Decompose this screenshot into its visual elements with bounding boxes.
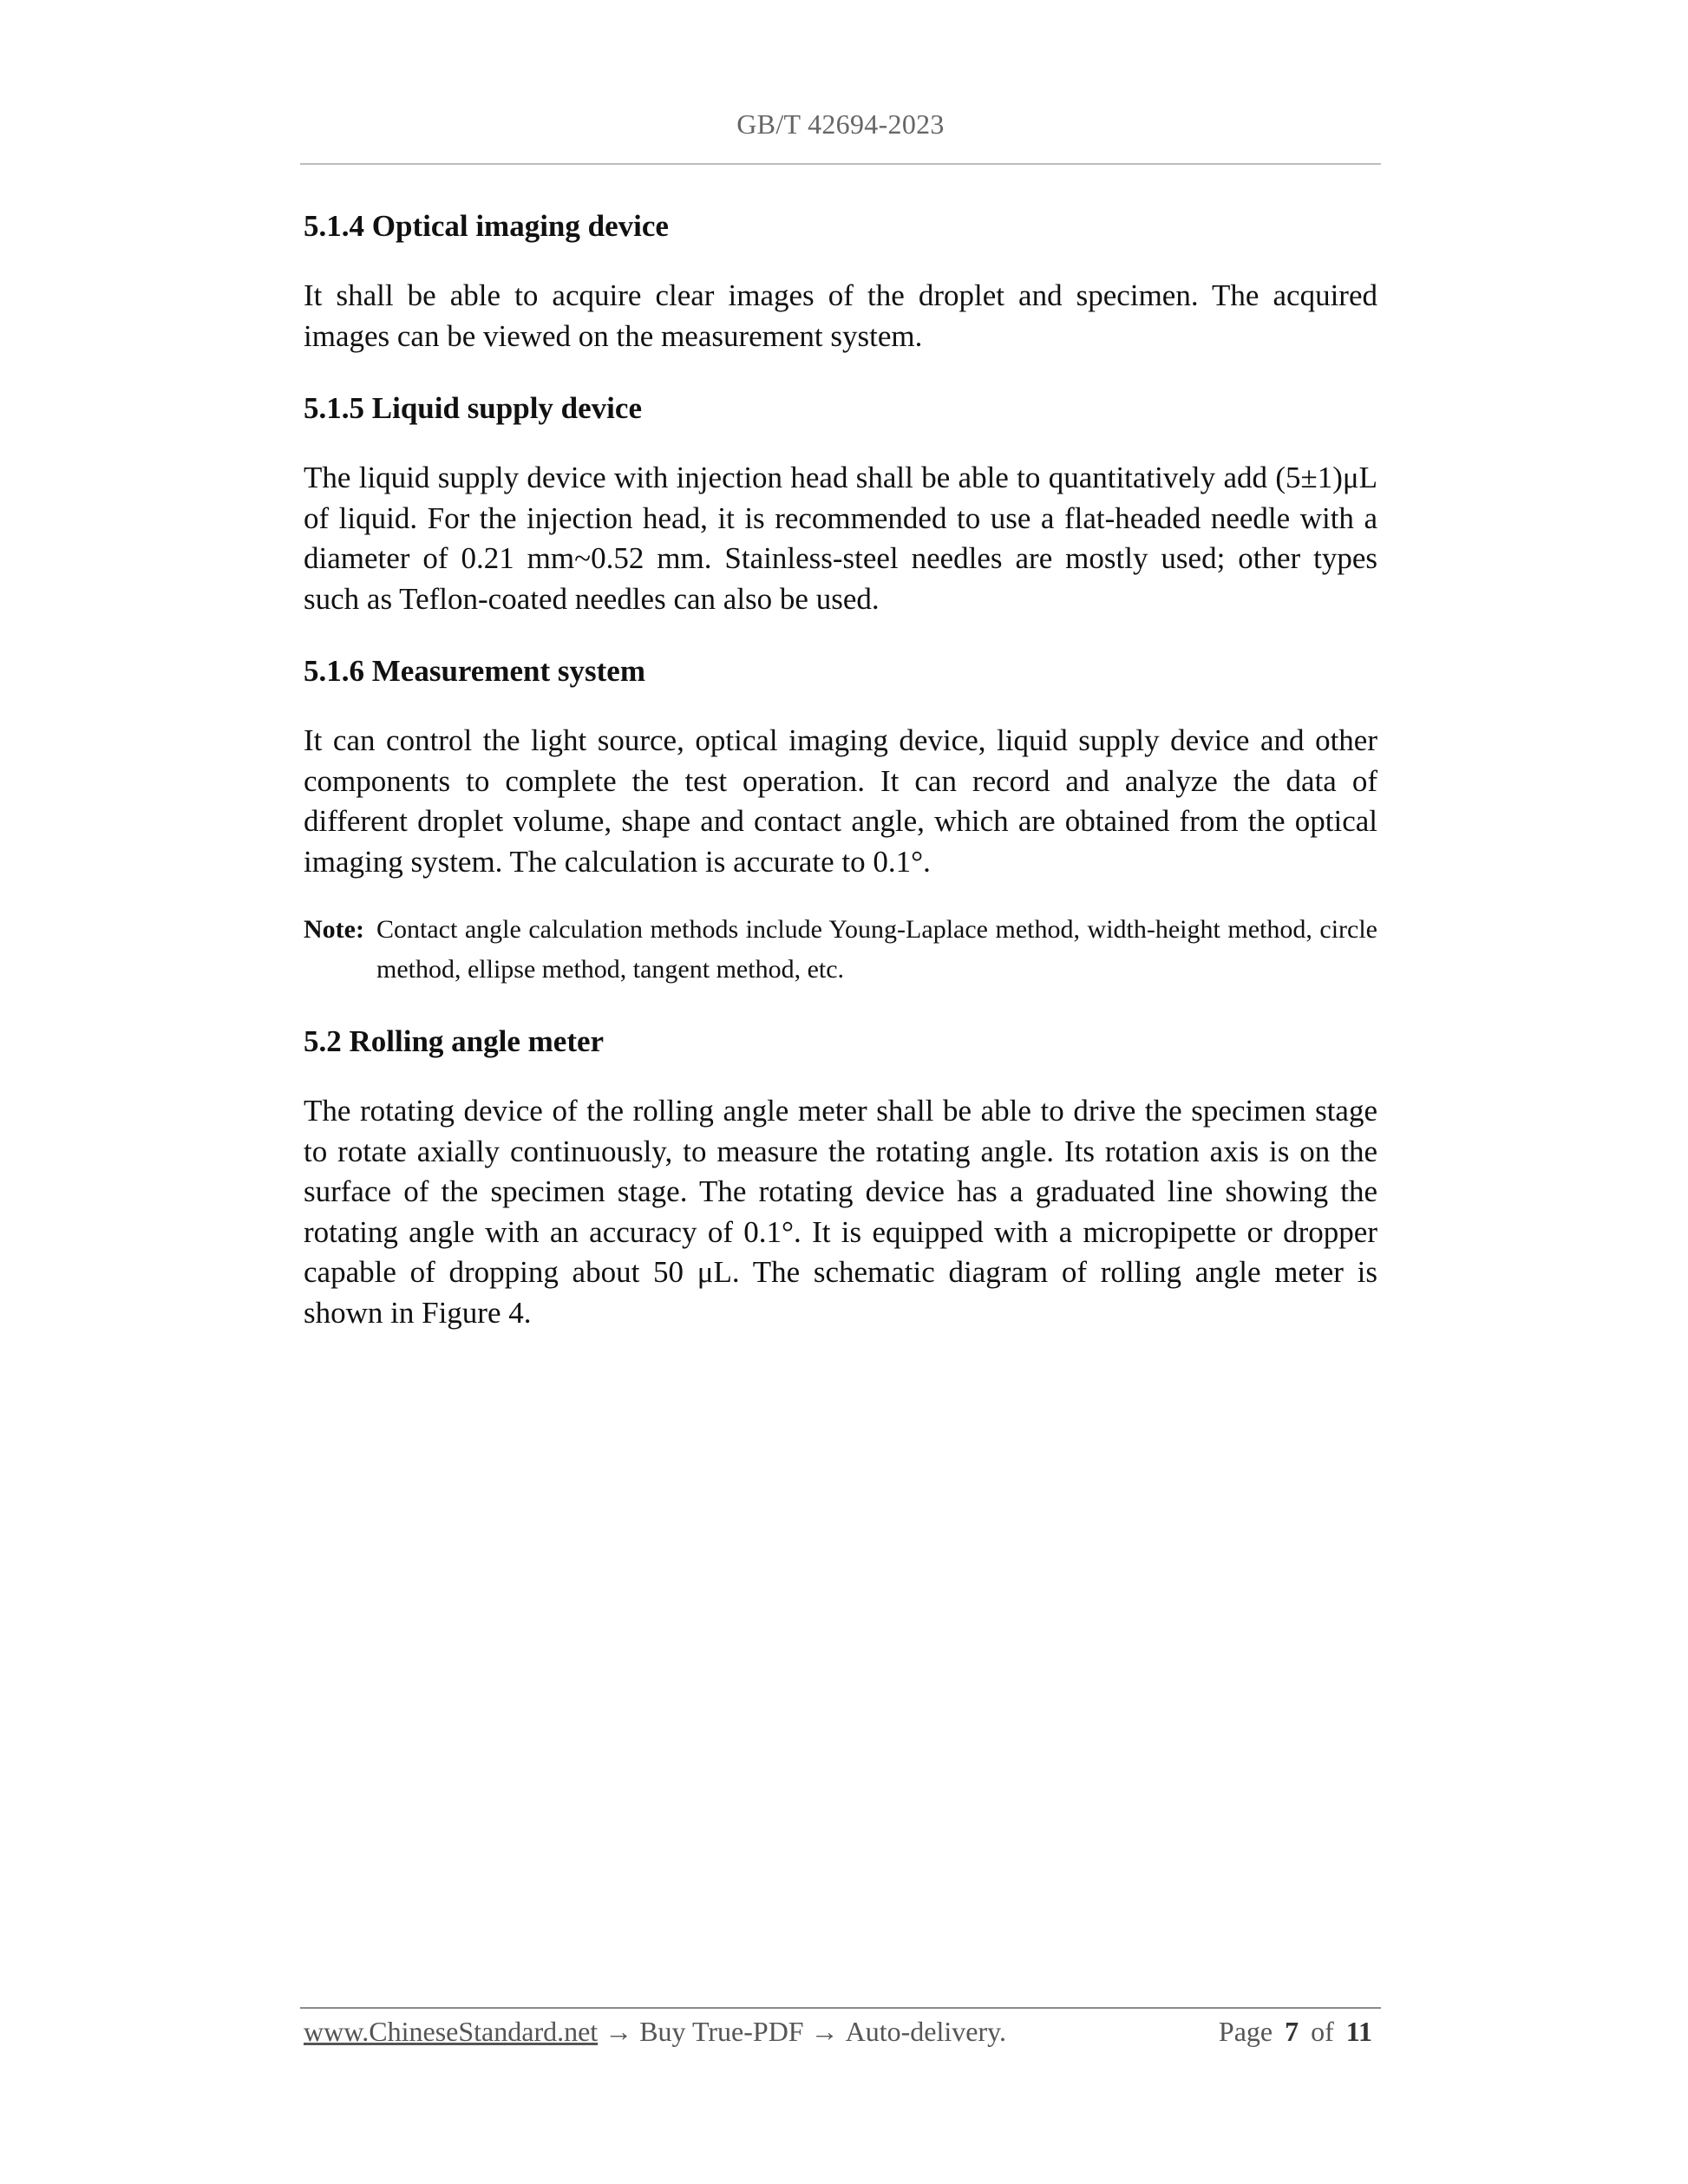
page-content — [304, 206, 1377, 1333]
page-word: Page — [1218, 2015, 1273, 2047]
page-number — [1219, 2016, 1377, 2048]
auto-delivery-text: Auto-delivery. — [845, 2015, 1007, 2047]
of-word: of — [1311, 2015, 1334, 2047]
header-divider — [300, 163, 1381, 165]
buy-true-pdf-text: Buy True-PDF — [639, 2015, 804, 2047]
heading-5-1-4: 5.1.4 Optical imaging device — [304, 209, 669, 243]
heading-5-1-6: 5.1.6 Measurement system — [304, 654, 645, 688]
chinesestandard-link[interactable]: www.ChineseStandard.net — [304, 2015, 599, 2047]
page-current: 7 — [1285, 2015, 1299, 2047]
paragraph-5-1-5: The liquid supply device with injection head shall be able to quantitatively add (5±1)μL of liquid. For the injection head, it is recommended to use a flat-headed needle with a diameter of 0.21 mm~0.52 mm. Stainless-steel needles are mostly used; other types such as Teflon-coated needles can also be used. — [304, 461, 1377, 616]
arrow-right-icon: → — [605, 2015, 633, 2047]
paragraph-5-1-4: It shall be able to acquire clear images of the droplet and specimen. The acquired images can be viewed on the measurement system. — [304, 278, 1377, 353]
page-footer — [304, 2011, 1377, 2052]
note-text: Contact angle calculation methods include Young-Laplace method, width-height method, circle method, ellipse method, tangent method, etc. — [376, 915, 1377, 984]
footer-divider — [300, 2007, 1381, 2009]
note-block — [304, 910, 1377, 990]
heading-5-2: 5.2 Rolling angle meter — [304, 1024, 605, 1058]
document-id-header: GB/T 42694-2023 — [736, 108, 945, 140]
paragraph-5-1-6: It can control the light source, optical imaging device, liquid supply device and other components to complete the test operation. It can record and analyze the data of different droplet volume, shape and contact angle, which are obtained from the optical imaging system. The calculation is accurate to 0.1°. — [304, 723, 1377, 879]
paragraph-5-2: The rotating device of the rolling angle meter shall be able to drive the specimen stage to rotate axially continuously, to measure the rotating angle. Its rotation axis is on the surface of the specimen stage. The rotating device has a graduated line showing the rotating angle with an accuracy of 0.1°. It is equipped with a micropipette or dropper capable of dropping about 50 μL. The schematic diagram of rolling angle meter is shown in Figure 4. — [304, 1094, 1377, 1330]
page-total: 11 — [1345, 2015, 1372, 2047]
arrow-right-icon: → — [810, 2015, 839, 2047]
note-label: Note: — [304, 915, 364, 944]
heading-5-1-5: 5.1.5 Liquid supply device — [304, 391, 642, 425]
footer-left — [304, 2016, 1006, 2048]
